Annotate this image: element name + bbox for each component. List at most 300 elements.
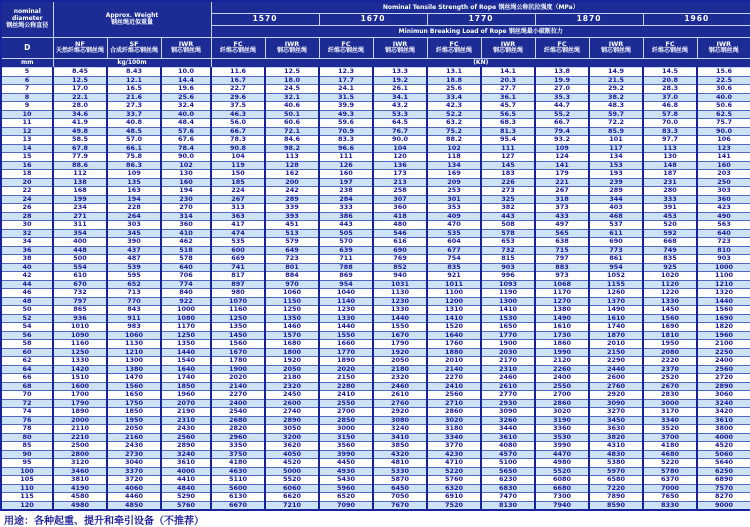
table-row	[1, 348, 750, 357]
table-cell: 1080	[161, 314, 211, 323]
table-cell: 604	[427, 238, 481, 247]
table-cell: 1950	[107, 416, 161, 425]
table-cell: 148	[643, 161, 697, 170]
table-cell: 24.5	[265, 85, 319, 94]
table-cell: 2860	[427, 408, 481, 417]
table-cell: 124	[535, 153, 589, 162]
table-cell: 638	[535, 238, 589, 247]
table-cell: 63.2	[427, 119, 481, 128]
table-cell: 162	[265, 170, 319, 179]
diameter-cell: 85	[1, 442, 53, 451]
table-cell: 6130	[211, 493, 265, 502]
table-cell: 2670	[643, 382, 697, 391]
table-cell: 4310	[589, 442, 643, 451]
table-cell: 1140	[319, 297, 373, 306]
table-cell: 185	[211, 178, 265, 187]
diameter-cell: 50	[1, 306, 53, 315]
table-cell: 373	[535, 204, 589, 213]
table-cell: 7090	[319, 501, 373, 510]
table-cell: 8130	[481, 501, 535, 510]
table-cell: 884	[265, 272, 319, 281]
table-row	[1, 382, 750, 391]
header-iwr-1670	[373, 38, 427, 59]
table-cell: 2920	[373, 408, 427, 417]
table-cell: 423	[697, 204, 750, 213]
header-strength-1670: 1670	[319, 14, 427, 26]
table-cell: 1120	[643, 280, 697, 289]
table-cell: 1190	[481, 289, 535, 298]
fc-zh: 纤维芯钢丝绳	[326, 48, 366, 55]
table-cell: 3700	[643, 433, 697, 442]
table-cell: 24.1	[319, 85, 373, 94]
table-cell: 2370	[643, 365, 697, 374]
table-cell: 769	[373, 255, 427, 264]
table-cell: 2860	[535, 399, 589, 408]
table-cell: 5650	[481, 467, 535, 476]
table-cell: 68.3	[481, 119, 535, 128]
table-cell: 6230	[481, 476, 535, 485]
table-cell: 25.6	[161, 93, 211, 102]
table-cell: 3620	[265, 442, 319, 451]
table-cell: 840	[161, 289, 211, 298]
table-cell: 141	[697, 153, 750, 162]
table-row	[1, 68, 750, 77]
table-cell: 59.6	[319, 119, 373, 128]
table-cell: 95.4	[481, 136, 535, 145]
table-cell: 443	[319, 221, 373, 230]
header-strength-1960: 1960	[643, 14, 750, 26]
table-cell: 1052	[589, 272, 643, 281]
table-cell: 1350	[161, 340, 211, 349]
table-cell: 5870	[373, 476, 427, 485]
table-cell: 289	[589, 187, 643, 196]
table-cell: 616	[373, 238, 427, 247]
table-cell: 2270	[427, 374, 481, 383]
table-cell: 437	[107, 246, 161, 255]
iwr-label: IWR	[162, 41, 211, 48]
table-cell: 28.3	[643, 85, 697, 94]
table-cell: 43.2	[373, 102, 427, 111]
table-cell: 535	[211, 238, 265, 247]
table-cell: 3800	[697, 425, 750, 434]
table-cell: 578	[161, 255, 211, 264]
table-cell: 954	[319, 280, 373, 289]
table-cell: 5520	[265, 476, 319, 485]
diameter-cell: 32	[1, 229, 53, 238]
table-cell: 4320	[373, 450, 427, 459]
table-cell: 7470	[481, 493, 535, 502]
table-cell: 16.5	[107, 85, 161, 94]
table-cell: 835	[643, 255, 697, 264]
table-cell: 732	[53, 289, 107, 298]
table-cell: 1410	[427, 314, 481, 323]
table-cell: 2000	[53, 416, 107, 425]
header-fc-1770	[427, 38, 481, 59]
table-row	[1, 178, 750, 187]
table-cell: 1570	[265, 331, 319, 340]
table-cell: 3440	[481, 425, 535, 434]
table-cell: 56.0	[211, 119, 265, 128]
table-cell: 1900	[211, 365, 265, 374]
table-cell: 418	[373, 212, 427, 221]
table-cell: 29.2	[589, 85, 643, 94]
table-cell: 60.6	[265, 119, 319, 128]
table-cell: 113	[643, 144, 697, 153]
fc-label: FC	[428, 41, 481, 48]
table-cell: 1330	[319, 314, 373, 323]
table-cell: 4060	[107, 484, 161, 493]
table-cell: 22.1	[53, 93, 107, 102]
table-cell: 22.5	[697, 76, 750, 85]
table-cell: 1610	[589, 314, 643, 323]
table-cell: 5780	[643, 467, 697, 476]
table-cell: 70.0	[643, 119, 697, 128]
table-cell: 2800	[53, 450, 107, 459]
table-cell: 400	[53, 238, 107, 247]
table-cell: 1200	[427, 297, 481, 306]
diameter-cell: 14	[1, 144, 53, 153]
table-cell: 78.3	[211, 136, 265, 145]
table-cell: 29.6	[211, 93, 265, 102]
table-cell: 4050	[265, 450, 319, 459]
table-cell: 1350	[265, 314, 319, 323]
table-cell: 897	[211, 280, 265, 289]
table-cell: 390	[107, 238, 161, 247]
table-cell: 13.8	[535, 68, 589, 77]
table-cell: 2050	[107, 425, 161, 434]
table-cell: 1760	[427, 340, 481, 349]
table-cell: 4230	[427, 450, 481, 459]
diameter-cell: 5	[1, 68, 53, 77]
iwr-core-label: IWR	[266, 41, 319, 48]
table-cell: 690	[589, 238, 643, 247]
table-cell: 2440	[589, 365, 643, 374]
approx-weight-en: Approx. Weight	[54, 13, 211, 20]
table-cell: 4980	[535, 459, 589, 468]
header-strength-1570: 1570	[211, 14, 319, 26]
table-row	[1, 221, 750, 230]
diameter-cell: 54	[1, 323, 53, 332]
table-cell: 119	[211, 161, 265, 170]
table-cell: 2020	[319, 365, 373, 374]
table-cell: 12.5	[53, 76, 107, 85]
table-cell: 2460	[373, 382, 427, 391]
table-cell: 2400	[535, 374, 589, 383]
table-cell: 973	[535, 272, 589, 281]
header-fc-1960	[643, 38, 697, 59]
table-cell: 3610	[481, 433, 535, 442]
table-cell: 7520	[427, 501, 481, 510]
table-body	[1, 68, 750, 511]
table-cell: 715	[535, 246, 589, 255]
table-cell: 38.2	[589, 93, 643, 102]
table-cell: 1600	[53, 382, 107, 391]
table-cell: 1470	[107, 374, 161, 383]
breaking-load-en: Minimun Breaking Load of Rope	[399, 28, 507, 35]
table-cell: 5000	[265, 467, 319, 476]
table-cell: 1900	[481, 340, 535, 349]
table-cell: 27.3	[107, 102, 161, 111]
table-cell: 3240	[697, 399, 750, 408]
table-row	[1, 136, 750, 145]
table-cell: 1790	[53, 399, 107, 408]
table-cell: 2890	[161, 442, 211, 451]
table-cell: 2720	[697, 374, 750, 383]
table-cell: 535	[427, 229, 481, 238]
table-cell: 1410	[481, 306, 535, 315]
table-cell: 270	[161, 204, 211, 213]
table-cell: 554	[53, 263, 107, 272]
table-cell: 1490	[535, 314, 589, 323]
table-cell: 83.3	[643, 127, 697, 136]
table-cell: 2710	[427, 399, 481, 408]
table-cell: 1230	[319, 306, 373, 315]
table-cell: 1850	[107, 408, 161, 417]
table-row	[1, 93, 750, 102]
table-cell: 980	[211, 289, 265, 298]
table-cell: 640	[161, 263, 211, 272]
table-cell: 2830	[643, 391, 697, 400]
table-cell: 141	[535, 161, 589, 170]
table-cell: 39.9	[319, 102, 373, 111]
table-cell: 3810	[53, 476, 107, 485]
table-cell: 1130	[107, 340, 161, 349]
table-cell: 101	[589, 136, 643, 145]
table-cell: 333	[643, 195, 697, 204]
iwr-core-label: IWR	[698, 41, 750, 48]
table-cell: 21.5	[589, 76, 643, 85]
table-cell: 1000	[697, 263, 750, 272]
header-nominal-diameter	[1, 1, 53, 38]
sf-label: SF	[108, 41, 161, 48]
table-cell: 5640	[697, 459, 750, 468]
table-cell: 228	[107, 204, 161, 213]
table-cell: 2310	[161, 416, 211, 425]
table-cell: 579	[265, 238, 319, 247]
table-cell: 595	[107, 272, 161, 281]
diameter-cell: 15	[1, 153, 53, 162]
table-cell: 2310	[481, 365, 535, 374]
table-cell: 179	[535, 170, 589, 179]
table-cell: 1750	[107, 399, 161, 408]
table-cell: 2070	[161, 399, 211, 408]
diameter-cell: 28	[1, 212, 53, 221]
header-approx-weight	[53, 1, 211, 38]
table-cell: 652	[107, 280, 161, 289]
table-row	[1, 297, 750, 306]
table-cell: 3720	[107, 476, 161, 485]
table-cell: 57.6	[161, 127, 211, 136]
table-cell: 7650	[643, 493, 697, 502]
table-cell: 1260	[589, 289, 643, 298]
table-cell: 6830	[481, 484, 535, 493]
table-cell: 135	[107, 178, 161, 187]
table-cell: 954	[589, 263, 643, 272]
table-cell: 4930	[319, 467, 373, 476]
table-row	[1, 476, 750, 485]
table-cell: 6670	[211, 501, 265, 510]
table-cell: 1660	[319, 340, 373, 349]
table-cell: 4810	[373, 459, 427, 468]
table-cell: 242	[265, 187, 319, 196]
table-cell: 4460	[107, 493, 161, 502]
table-cell: 318	[535, 195, 589, 204]
table-cell: 903	[697, 255, 750, 264]
table-cell: 4190	[53, 484, 107, 493]
table-cell: 15.6	[697, 68, 750, 77]
tensile-strength-zh: 钢丝绳公称抗拉强度（MPa）	[498, 4, 578, 11]
table-cell: 5760	[161, 501, 211, 510]
table-cell: 2140	[427, 365, 481, 374]
table-cell: 7670	[373, 501, 427, 510]
table-cell: 409	[427, 212, 481, 221]
table-cell: 325	[481, 195, 535, 204]
table-cell: 1690	[643, 323, 697, 332]
header-kg-unit: kg/100m	[53, 59, 211, 68]
table-cell: 2610	[481, 382, 535, 391]
table-cell: 1640	[427, 331, 481, 340]
table-cell: 1250	[161, 331, 211, 340]
table-cell: 8330	[643, 501, 697, 510]
table-cell: 50.1	[265, 110, 319, 119]
table-cell: 2560	[427, 391, 481, 400]
table-cell: 639	[319, 246, 373, 255]
table-cell: 14.9	[589, 68, 643, 77]
table-cell: 354	[53, 229, 107, 238]
table-row	[1, 416, 750, 425]
table-cell: 3420	[697, 408, 750, 417]
table-cell: 1040	[319, 289, 373, 298]
table-cell: 62.5	[697, 110, 750, 119]
table-cell: 58.5	[53, 136, 107, 145]
table-row	[1, 153, 750, 162]
table-cell: 32.1	[265, 93, 319, 102]
diameter-cell: 48	[1, 297, 53, 306]
table-cell: 2760	[589, 382, 643, 391]
table-cell: 1960	[697, 331, 750, 340]
table-cell: 1330	[53, 357, 107, 366]
diameter-cell: 13	[1, 136, 53, 145]
table-cell: 1100	[697, 272, 750, 281]
table-cell: 57.0	[107, 136, 161, 145]
table-cell: 1420	[53, 365, 107, 374]
header-fc-1870	[535, 38, 589, 59]
table-cell: 996	[481, 272, 535, 281]
table-cell: 670	[53, 280, 107, 289]
table-cell: 64.5	[373, 119, 427, 128]
table-cell: 85.9	[589, 127, 643, 136]
table-cell: 18.0	[265, 76, 319, 85]
fc-label: FC	[320, 41, 373, 48]
table-cell: 44.7	[535, 102, 589, 111]
table-cell: 2930	[481, 399, 535, 408]
table-cell: 3370	[107, 467, 161, 476]
table-cell: 1800	[265, 348, 319, 357]
table-row	[1, 425, 750, 434]
table-cell: 983	[107, 323, 161, 332]
table-cell: 13.1	[427, 68, 481, 77]
table-cell: 815	[481, 255, 535, 264]
table-cell: 2760	[373, 399, 427, 408]
table-cell: 4000	[161, 467, 211, 476]
table-cell: 578	[481, 229, 535, 238]
table-cell: 1000	[161, 306, 211, 315]
table-cell: 1440	[697, 297, 750, 306]
header-iwr-1570	[265, 38, 319, 59]
table-cell: 333	[319, 204, 373, 213]
table-cell: 19.2	[373, 76, 427, 85]
diameter-cell: 22	[1, 187, 53, 196]
table-cell: 86.3	[107, 161, 161, 170]
diameter-cell: 7	[1, 85, 53, 94]
table-cell: 28.0	[53, 102, 107, 111]
table-cell: 75.7	[697, 119, 750, 128]
table-cell: 861	[589, 255, 643, 264]
table-cell: 102	[427, 144, 481, 153]
table-cell: 4980	[53, 501, 107, 510]
table-cell: 40.8	[107, 119, 161, 128]
table-cell: 3170	[643, 408, 697, 417]
table-cell: 339	[265, 204, 319, 213]
table-cell: 2850	[319, 416, 373, 425]
table-cell: 2270	[211, 391, 265, 400]
diameter-cell: 36	[1, 246, 53, 255]
table-cell: 33.4	[427, 93, 481, 102]
table-cell: 21.6	[107, 93, 161, 102]
table-cell: 5430	[319, 476, 373, 485]
table-cell: 258	[373, 187, 427, 196]
table-cell: 5960	[319, 484, 373, 493]
table-cell: 7050	[373, 493, 427, 502]
table-cell: 1510	[53, 374, 107, 383]
table-cell: 5220	[427, 467, 481, 476]
table-cell: 1990	[535, 348, 589, 357]
table-cell: 903	[481, 263, 535, 272]
table-cell: 537	[589, 221, 643, 230]
table-cell: 49.8	[53, 127, 107, 136]
table-row	[1, 229, 750, 238]
table-cell: 98.2	[265, 144, 319, 153]
table-cell: 66.7	[535, 119, 589, 128]
fc-zh: 纤维芯钢丝绳	[650, 48, 690, 55]
table-cell: 1530	[481, 314, 535, 323]
table-cell: 2050	[265, 365, 319, 374]
table-cell: 3150	[319, 433, 373, 442]
diameter-cell: 58	[1, 340, 53, 349]
table-row	[1, 450, 750, 459]
table-cell: 12.5	[265, 68, 319, 77]
diameter-cell: 40	[1, 263, 53, 272]
table-cell: 75.2	[427, 127, 481, 136]
diameter-cell: 56	[1, 331, 53, 340]
table-cell: 453	[643, 212, 697, 221]
fc-zh: 纤维芯钢丝绳	[218, 48, 258, 55]
table-cell: 4710	[427, 459, 481, 468]
table-cell: 2260	[535, 365, 589, 374]
header-sf	[107, 38, 161, 59]
table-cell: 19.9	[535, 76, 589, 85]
table-cell: 102	[161, 161, 211, 170]
diameter-cell: 9	[1, 102, 53, 111]
table-row	[1, 238, 750, 247]
table-cell: 303	[697, 187, 750, 196]
table-cell: 17.7	[319, 76, 373, 85]
table-cell: 754	[427, 255, 481, 264]
table-cell: 1670	[373, 331, 427, 340]
table-cell: 4180	[643, 442, 697, 451]
diameter-cell: 115	[1, 493, 53, 502]
diameter-cell: 30	[1, 221, 53, 230]
